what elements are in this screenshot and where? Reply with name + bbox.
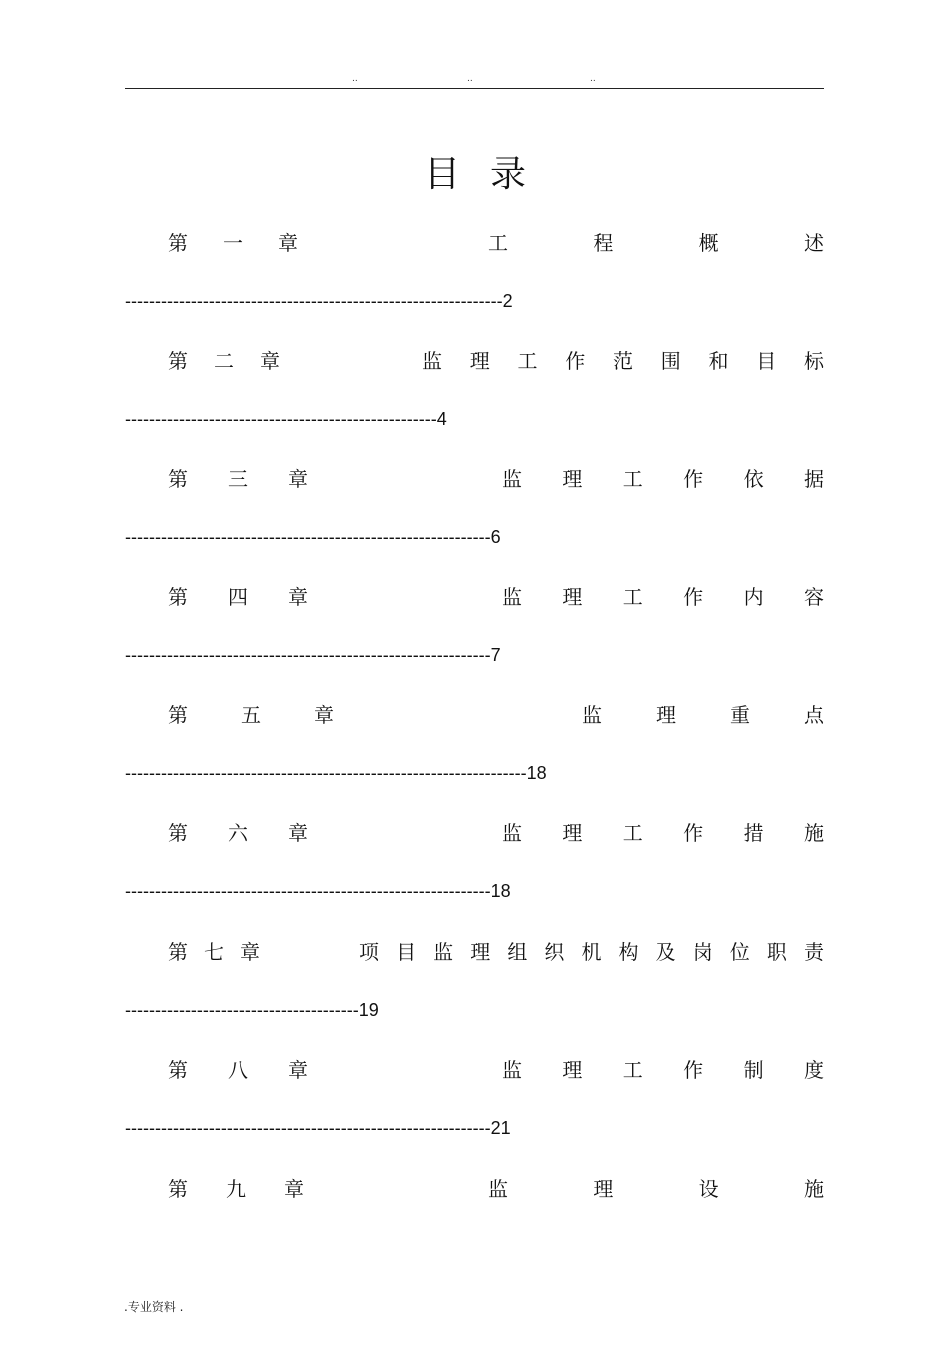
glyph: 重 <box>730 702 750 727</box>
glyph: 据 <box>803 466 824 491</box>
glyph: 四 <box>228 584 248 609</box>
glyph: 第 <box>168 584 188 609</box>
glyph: 作 <box>565 348 586 373</box>
chapter-number <box>168 699 334 728</box>
chapter-heading <box>422 345 824 374</box>
glyph: 第 <box>168 1057 188 1082</box>
glyph: 第 <box>168 820 188 845</box>
toc-entry-title <box>168 816 824 846</box>
glyph: 理 <box>656 702 676 727</box>
glyph: 章 <box>288 1057 308 1082</box>
glyph: 监 <box>582 702 602 727</box>
glyph: 程 <box>593 230 614 255</box>
header-dot: .. <box>352 74 358 84</box>
glyph: 工 <box>622 584 643 609</box>
glyph: 章 <box>288 466 308 491</box>
glyph: 度 <box>803 1057 824 1082</box>
page-number: 19 <box>358 1000 379 1020</box>
glyph: 施 <box>803 1176 824 1201</box>
chapter-heading <box>359 936 824 965</box>
toc-entry-title <box>168 935 824 965</box>
toc-leader-row <box>125 643 501 667</box>
glyph: 第 <box>168 939 188 964</box>
glyph: 监 <box>502 584 522 609</box>
glyph: 第 <box>168 1176 188 1201</box>
glyph: 三 <box>228 466 248 491</box>
glyph: 理 <box>469 348 490 373</box>
glyph: 第 <box>168 466 188 491</box>
glyph: 理 <box>470 939 491 964</box>
toc-leader-row <box>125 761 547 785</box>
glyph: 作 <box>683 820 704 845</box>
toc-entry-title <box>168 462 824 492</box>
dot-leader: --------------------------------------------------------------- <box>125 291 503 311</box>
glyph: 范 <box>613 348 633 373</box>
chapter-heading <box>582 699 824 728</box>
glyph: 措 <box>743 820 764 845</box>
glyph: 监 <box>502 820 522 845</box>
chapter-heading <box>502 463 824 492</box>
chapter-number <box>168 1054 308 1083</box>
dot-leader: ------------------------------------------------------------- <box>125 1118 491 1138</box>
glyph: 围 <box>660 348 681 373</box>
chapter-heading <box>502 817 824 846</box>
glyph: 及 <box>655 939 676 964</box>
glyph: 第 <box>168 230 188 255</box>
toc-leader-row <box>125 289 513 313</box>
dot-leader: ------------------------------------------------------------- <box>125 527 491 547</box>
glyph: 监 <box>502 466 522 491</box>
glyph: 位 <box>729 939 750 964</box>
glyph: 理 <box>562 1057 583 1082</box>
page-number: 7 <box>490 645 501 665</box>
glyph: 点 <box>804 702 824 727</box>
glyph: 述 <box>803 230 824 255</box>
chapter-number <box>168 581 308 610</box>
toc-leader-row <box>125 1116 511 1140</box>
toc-entry-title <box>168 344 824 374</box>
dot-leader: ------------------------------------------------------------- <box>125 645 491 665</box>
glyph: 理 <box>593 1176 614 1201</box>
glyph: 第 <box>168 702 188 727</box>
glyph: 作 <box>683 584 704 609</box>
dot-leader: ------------------------------------------------------------------- <box>125 763 527 783</box>
glyph: 施 <box>803 820 824 845</box>
glyph: 监 <box>502 1057 522 1082</box>
toc-leader-row <box>125 879 511 903</box>
chapter-number <box>168 936 260 965</box>
glyph: 机 <box>581 939 602 964</box>
page-number: 21 <box>490 1118 511 1138</box>
page-number: 18 <box>526 763 547 783</box>
dot-leader: --------------------------------------- <box>125 1000 359 1020</box>
toc-entry-title <box>168 580 824 610</box>
glyph: 概 <box>698 230 719 255</box>
glyph: 目 <box>396 939 417 964</box>
page-footer: .专业资料 . <box>124 1300 184 1314</box>
chapter-number <box>168 817 308 846</box>
glyph: 监 <box>433 939 454 964</box>
glyph: 二 <box>214 348 234 373</box>
glyph: 五 <box>241 702 261 727</box>
glyph: 九 <box>226 1176 246 1201</box>
chapter-number <box>168 463 308 492</box>
glyph: 目 <box>756 348 777 373</box>
glyph: 工 <box>622 1057 643 1082</box>
toc-entry-title <box>168 226 824 256</box>
glyph: 监 <box>488 1176 508 1201</box>
glyph: 一 <box>223 230 243 255</box>
glyph: 理 <box>562 466 583 491</box>
glyph: 六 <box>228 820 248 845</box>
glyph: 章 <box>314 702 334 727</box>
glyph: 章 <box>260 348 280 373</box>
glyph: 职 <box>766 939 787 964</box>
page-number: 2 <box>502 291 513 311</box>
chapter-number <box>168 1173 304 1202</box>
glyph: 第 <box>168 348 188 373</box>
toc-entry-title <box>168 1172 824 1202</box>
glyph: 章 <box>284 1176 304 1201</box>
chapter-heading <box>502 581 824 610</box>
glyph: 岗 <box>692 939 713 964</box>
glyph: 制 <box>743 1057 764 1082</box>
glyph: 章 <box>278 230 298 255</box>
dot-leader: ---------------------------------------------------- <box>125 409 437 429</box>
header-rule <box>125 88 824 89</box>
chapter-heading <box>488 1173 824 1202</box>
glyph: 章 <box>240 939 260 964</box>
toc-leader-row <box>125 407 447 431</box>
toc-title: 目录 <box>423 154 556 195</box>
glyph: 织 <box>544 939 565 964</box>
glyph: 七 <box>204 939 224 964</box>
glyph: 作 <box>683 1057 704 1082</box>
glyph: 章 <box>288 584 308 609</box>
toc-entry-title <box>168 1053 824 1083</box>
glyph: 作 <box>683 466 704 491</box>
glyph: 章 <box>288 820 308 845</box>
header-dot: .. <box>467 74 473 84</box>
glyph: 责 <box>803 939 824 964</box>
glyph: 内 <box>743 584 764 609</box>
page-number: 18 <box>490 881 511 901</box>
dot-leader: ------------------------------------------------------------- <box>125 881 491 901</box>
header-dot: .. <box>590 74 596 84</box>
page-number: 6 <box>490 527 501 547</box>
glyph: 项 <box>359 939 379 964</box>
glyph: 工 <box>488 230 508 255</box>
page-number: 4 <box>436 409 447 429</box>
glyph: 依 <box>743 466 764 491</box>
glyph: 组 <box>507 939 528 964</box>
toc-leader-row <box>125 998 379 1022</box>
page-header-dots <box>0 74 950 86</box>
chapter-number <box>168 227 298 256</box>
chapter-heading <box>488 227 824 256</box>
glyph: 容 <box>803 584 824 609</box>
glyph: 工 <box>517 348 538 373</box>
glyph: 工 <box>622 820 643 845</box>
glyph: 构 <box>618 939 639 964</box>
glyph: 工 <box>622 466 643 491</box>
toc-entry-title <box>168 698 824 728</box>
chapter-heading <box>502 1054 824 1083</box>
glyph: 理 <box>562 584 583 609</box>
glyph: 八 <box>228 1057 248 1082</box>
glyph: 设 <box>698 1176 719 1201</box>
glyph: 监 <box>422 348 442 373</box>
glyph: 和 <box>708 348 729 373</box>
toc-leader-row <box>125 525 501 549</box>
glyph: 标 <box>804 348 824 373</box>
chapter-number <box>168 345 280 374</box>
glyph: 理 <box>562 820 583 845</box>
